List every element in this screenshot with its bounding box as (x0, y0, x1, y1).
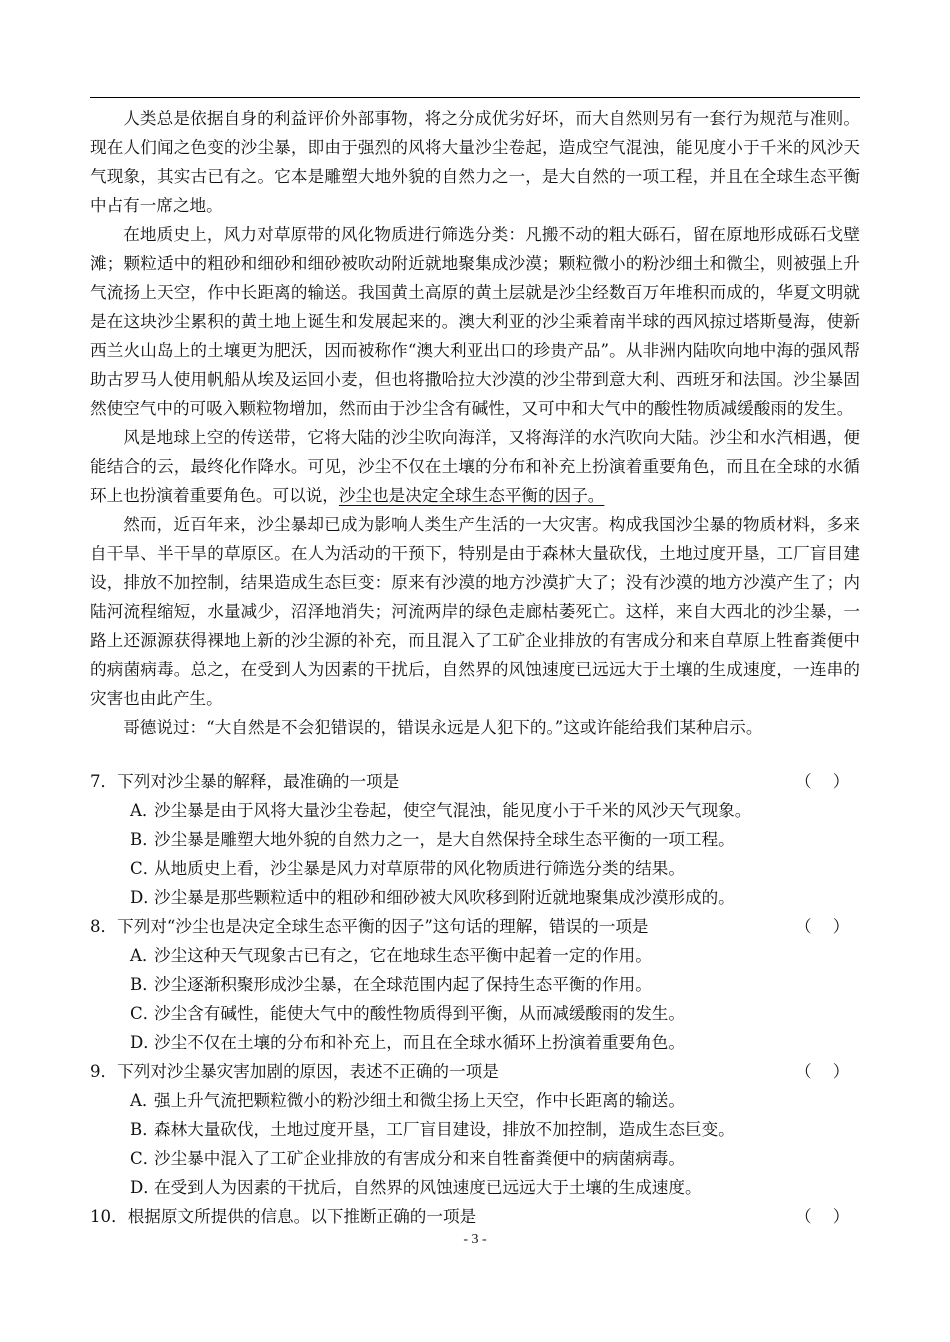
option-b (90, 1115, 860, 1144)
question-number: 9． (90, 1062, 118, 1081)
option-text: 从地质史上看，沙尘暴是风力对草原带的风化物质进行筛选分类的结果。 (154, 859, 685, 878)
option-b (90, 825, 860, 854)
option-text: 沙尘暴是由于风将大量沙尘卷起，使空气混浊，能见度小于千米的风沙天气现象。 (154, 801, 752, 820)
option-d (90, 883, 860, 912)
option-letter: C． (130, 1004, 160, 1023)
question-text: 下列对“沙尘也是决定全球生态平衡的因子”这句话的理解，错误的一项是 (117, 917, 649, 936)
option-c (90, 999, 860, 1028)
passage-paragraph-5: 哥德说过：“大自然是不会犯错误的，错误永远是人犯下的。”这或许能给我们某种启示。 (123, 718, 763, 737)
option-letter: B． (130, 1120, 159, 1139)
passage-paragraph-1: 人类总是依据自身的利益评价外部事物，将之分成优劣好坏，而大自然则另有一套行为规范与准则。现在人们闻之色变的沙尘暴，即由于强烈的风将大量沙尘卷起，造成空气混浊，能见度小于千米的风沙天气现象，其实古已有之。它本是雕塑大地外貌的自然力之一，是大自然的一项工程，并且在全球生态平衡中占有一席之地。 (90, 109, 860, 215)
option-a (90, 796, 860, 825)
question-stem (90, 912, 860, 941)
answer-blank: （ ） (795, 1207, 850, 1226)
answer-blank: （ ） (795, 772, 850, 791)
option-letter: A． (130, 946, 159, 965)
option-text: 沙尘暴是雕塑大地外貌的自然力之一，是大自然保持全球生态平衡的一项工程。 (154, 830, 735, 849)
question-stem (90, 767, 860, 796)
question-number: 7． (90, 772, 118, 791)
option-d (90, 1173, 860, 1202)
question-8 (90, 912, 860, 1057)
option-letter: D． (130, 888, 160, 907)
option-text: 沙尘不仅在土壤的分布和补充上，而且在全球水循环上扮演着重要角色。 (154, 1033, 685, 1052)
reading-passage (90, 104, 860, 742)
question-number: 10． (90, 1207, 128, 1226)
question-stem (90, 1057, 860, 1086)
option-letter: D． (130, 1033, 160, 1052)
passage-paragraph-3 (90, 423, 860, 510)
question-number: 8． (90, 917, 118, 936)
question-9 (90, 1057, 860, 1202)
question-text: 根据原文所提供的信息。以下推断正确的一项是 (127, 1207, 477, 1226)
page-number: - 3 - (463, 1232, 487, 1247)
question-stem (90, 1202, 860, 1231)
option-letter: A． (130, 801, 159, 820)
question-text: 下列对沙尘暴的解释，最准确的一项是 (117, 772, 400, 791)
option-text: 沙尘暴中混入了工矿企业排放的有害成分和来自牲畜粪便中的病菌病毒。 (154, 1149, 685, 1168)
option-letter: B． (130, 975, 159, 994)
passage-paragraph-4: 然而，近百年来，沙尘暴却已成为影响人类生产生活的一大灾害。构成我国沙尘暴的物质材料，多来自干旱、半干旱的草原区。在人为活动的干预下，特别是由于森林大量砍伐，土地过度开垦，工厂盲目建设，排放不加控制，结果造成生态巨变：原来有沙漠的地方沙漠扩大了；没有沙漠的地方沙漠产生了；内陆河流程缩短，水量减少，沼泽地消失；河流两岸的绿色走廊枯萎死亡。这样，来自大西北的沙尘暴，一路上还源源获得裸地上新的沙尘源的补充，而且混入了工矿企业排放的有害成分和来自草原上牲畜粪便中的病菌病毒。总之，在受到人为因素的干扰后，自然界的风蚀速度已远远大于土壤的生成速度，一连串的灾害也由此产生。 (90, 515, 860, 708)
question-list (90, 767, 860, 1231)
underlined-sentence: 沙尘也是决定全球生态平衡的因子。 (338, 486, 605, 505)
option-letter: A． (130, 1091, 159, 1110)
option-c (90, 854, 860, 883)
answer-blank: （ ） (795, 917, 850, 936)
option-a (90, 941, 860, 970)
option-a (90, 1086, 860, 1115)
question-10 (90, 1202, 860, 1231)
option-letter: B． (130, 830, 159, 849)
question-text: 下列对沙尘暴灾害加剧的原因，表述不正确的一项是 (117, 1062, 499, 1081)
header-rule (90, 97, 860, 98)
option-text: 森林大量砍伐，土地过度开垦，工厂盲目建设，排放不加控制，造成生态巨变。 (154, 1120, 735, 1139)
option-letter: C． (130, 859, 160, 878)
answer-blank: （ ） (795, 1062, 850, 1081)
option-text: 沙尘这种天气现象古已有之，它在地球生态平衡中起着一定的作用。 (154, 946, 652, 965)
question-7 (90, 767, 860, 912)
option-letter: C． (130, 1149, 160, 1168)
passage-paragraph-3-text: 风是地球上空的传送带，它将大陆的沙尘吹向海洋，又将海洋的水汽吹向大陆。沙尘和水汽相遇，便能结合的云，最终化作降水。可见，沙尘不仅在土壤的分布和补充上扮演着重要角色，而且在全球的水循环上也扮演着重要角色。可以说， (90, 428, 860, 505)
option-letter: D． (130, 1178, 160, 1197)
option-b (90, 970, 860, 999)
option-d (90, 1028, 860, 1057)
option-text: 强上升气流把颗粒微小的粉沙细土和微尘扬上天空，作中长距离的输送。 (154, 1091, 685, 1110)
passage-paragraph-2: 在地质史上，风力对草原带的风化物质进行筛选分类：凡搬不动的粗大砾石，留在原地形成砾石戈壁滩；颗粒适中的粗砂和细砂和细砂被吹动附近就地聚集成沙漠；颗粒微小的粉沙细土和微尘，则被强上升气流扬上天空，作中长距离的输送。我国黄土高原的黄土层就是沙尘经数百万年堆积而成的，华夏文明就是在这块沙尘累积的黄土地上诞生和发展起来的。澳大利亚的沙尘乘着南半球的西风掠过塔斯曼海，使新西兰火山岛上的土壤更为肥沃，因而被称作“澳大利亚出口的珍贵产品”。从非洲内陆吹向地中海的强风帮助古罗马人使用帆船从埃及运回小麦，但也将撒哈拉大沙漠的沙尘带到意大利、西班牙和法国。沙尘暴固然使空气中的可吸入颗粒物增加，然而由于沙尘含有碱性，又可中和大气中的酸性物质减缓酸雨的发生。 (90, 225, 860, 418)
option-text: 沙尘暴是那些颗粒适中的粗砂和细砂被大风吹移到附近就地聚集成沙漠形成的。 (154, 888, 735, 907)
option-text: 沙尘逐渐积聚形成沙尘暴，在全球范围内起了保持生态平衡的作用。 (154, 975, 652, 994)
option-text: 在受到人为因素的干扰后，自然界的风蚀速度已远远大于土壤的生成速度。 (154, 1178, 702, 1197)
option-c (90, 1144, 860, 1173)
option-text: 沙尘含有碱性，能使大气中的酸性物质得到平衡，从而减缓酸雨的发生。 (154, 1004, 685, 1023)
